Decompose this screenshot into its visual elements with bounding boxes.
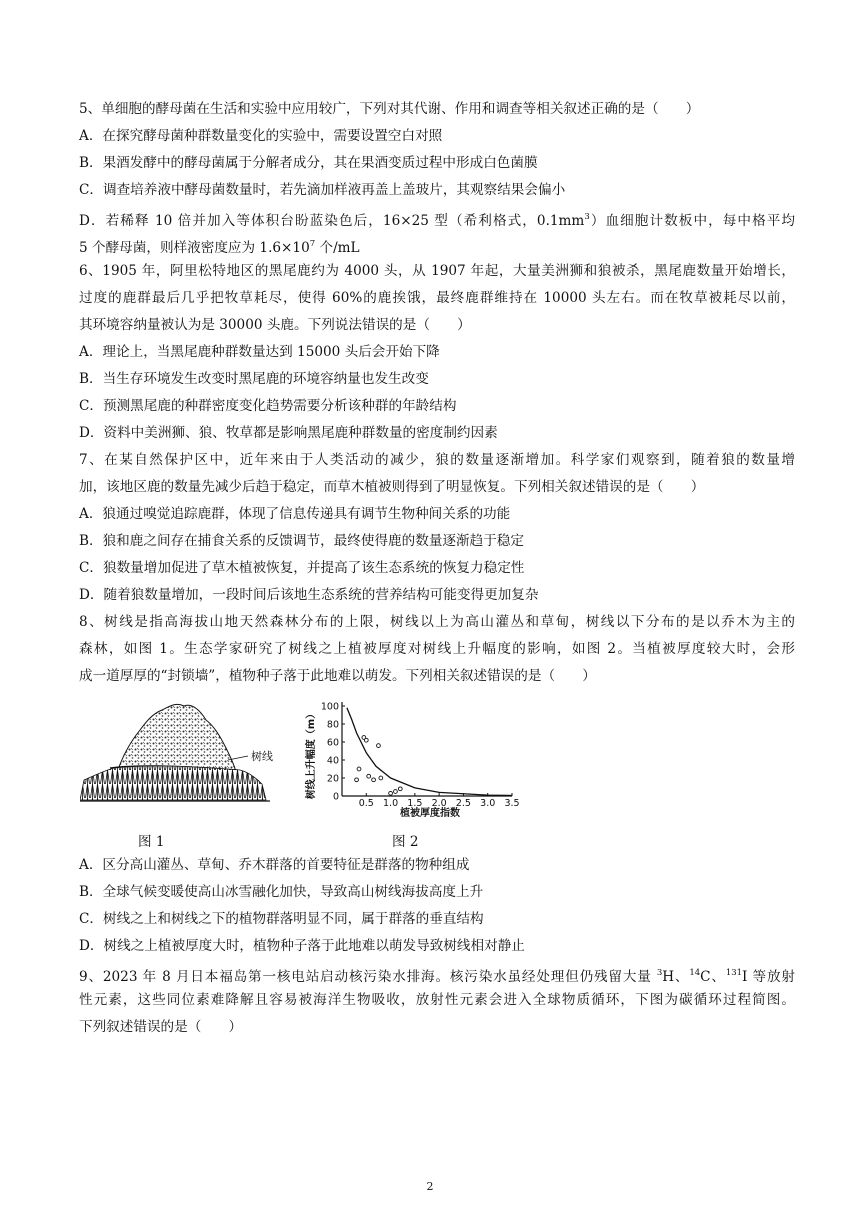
q8-stem-line1: 8、树线是指高海拔山地天然森林分布的上限，树线以上为高山灌丛和草甸，树线以下分布的是以乔木为主的	[79, 614, 795, 630]
q6-option-a: A．理论上，当黑尾鹿种群数量达到 15000 头后会开始下降	[79, 344, 440, 360]
figure-1-tree-line-label: 树线	[251, 750, 273, 763]
q9-stem-line1: 9、2023 年 8 月日本福岛第一核电站启动核污染水排海。核污染水虽经处理但仍残留大量 $^3$H、$^{14}$C、$^{131}$I 等放射	[79, 968, 795, 985]
q8-option-a: A．区分高山灌丛、草甸、乔木群落的首要特征是群落的物种组成	[79, 857, 470, 873]
q8-option-d: D．树线之上植被厚度大时，植物种子落于此地难以萌发导致树线相对静止	[79, 938, 525, 954]
chart-data-point	[389, 791, 393, 795]
q5-option-a: A．在探究酵母菌种群数量变化的实验中，需要设置空白对照	[79, 128, 443, 144]
q6-stem-line1: 6、1905 年，阿里松特地区的黑尾鹿约为 4000 头，从 1907 年起，大量美洲狮和狼被杀，黑尾鹿数量开始增长，	[79, 263, 795, 279]
q6-stem-line2: 过度的鹿群最后几乎把牧草耗尽，使得 60%的鹿挨饿，最终鹿群维持在 10000 头左右。而在牧草被耗尽以前，	[79, 290, 795, 306]
q6-option-c: C．预测黑尾鹿的种群密度变化趋势需要分析该种群的年龄结构	[79, 398, 457, 414]
chart-y-tick-label: 60	[326, 737, 339, 749]
chart-y-tick-label: 80	[326, 719, 339, 731]
q8-stem-line2: 森林，如图 1。生态学家研究了树线之上植被厚度对树线上升幅度的影响，如图 2。当植被厚度较大时，会形	[79, 641, 795, 657]
q8-option-c: C．树线之上和树线之下的植物群落明显不同，属于群落的垂直结构	[79, 911, 484, 927]
chart-y-tick-label: 0	[332, 791, 339, 803]
q8-stem-line3: 成一道厚厚的“封锁墙”，植物种子落于此地难以萌发。下列相关叙述错误的是（ ）	[79, 668, 596, 684]
chart-data-point	[355, 778, 359, 782]
q7-option-a: A．狼通过嗅觉追踪鹿群，体现了信息传递具有调节生物种间关系的功能	[79, 506, 511, 522]
figure-2-caption: 图 2	[392, 834, 419, 850]
chart-x-axis-label: 植被厚度指数	[400, 808, 460, 819]
chart-x-tick-label: 2.5	[455, 798, 471, 809]
chart-x-tick-label: 1.0	[383, 798, 399, 809]
chart-data-point	[357, 767, 361, 771]
q5-option-d-line2: 5 个酵母菌，则样液密度应为 $1.6\times 10^7$ 个/mL	[79, 239, 360, 256]
chart-data-point	[364, 738, 368, 742]
chart-y-tick-label: 40	[326, 755, 339, 767]
figure-2-scatter-chart	[300, 698, 525, 820]
q7-option-c: C．狼数量增加促进了草木植被恢复，并提高了该生态系统的恢复力稳定性	[79, 560, 525, 576]
page-number: 2	[426, 1180, 434, 1193]
chart-x-tick-label: 0.5	[358, 798, 374, 809]
chart-x-tick-label: 1.5	[407, 798, 423, 809]
q7-option-d: D．随着狼数量增加，一段时间后该地生态系统的营养结构可能变得更加复杂	[79, 587, 539, 603]
q9-stem-line2: 性元素，这些同位素难降解且容易被海洋生物吸收，放射性元素会进入全球物质循环，下图为碳循环过程简图。	[79, 992, 795, 1008]
chart-data-point	[372, 778, 376, 782]
q9-stem-line3: 下列叙述错误的是（ ）	[79, 1019, 243, 1035]
q6-option-b: B．当生存环境发生改变时黑尾鹿的环境容纳量也发生改变	[79, 371, 429, 387]
chart-x-tick-label: 3.5	[504, 798, 520, 809]
q6-stem-line3: 其环境容纳量被认为是 30000 头鹿。下列说法错误的是（ ）	[79, 317, 471, 333]
chart-data-point	[398, 787, 402, 791]
chart-y-tick-label: 20	[326, 773, 339, 785]
chart-x-tick-label: 2.0	[431, 798, 447, 809]
chart-data-point	[367, 774, 371, 778]
q8-option-b: B．全球气候变暖使高山冰雪融化加快，导致高山树线海拔高度上升	[79, 884, 484, 900]
q7-stem-line2: 加，该地区鹿的数量先减少后趋于稳定，而草木植被则得到了明显恢复。下列相关叙述错误的是（ ）	[79, 479, 705, 495]
q5-option-c: C．调查培养液中酵母菌数量时，若先滴加样液再盖上盖玻片，其观察结果会偏小	[79, 182, 566, 198]
q7-option-b: B．狼和鹿之间存在捕食关系的反馈调节，最终使得鹿的数量逐渐趋于稳定	[79, 533, 524, 549]
q5-stem: 5、单细胞的酵母菌在生活和实验中应用较广，下列对其代谢、作用和调查等相关叙述正确的是（ ）	[79, 101, 700, 117]
figure-1-caption: 图 1	[138, 834, 165, 850]
chart-y-tick-label: 100	[320, 701, 339, 713]
chart-x-tick-label: 3.0	[480, 798, 496, 809]
figure-1-mountain-illustration	[80, 700, 295, 808]
q7-stem-line1: 7、在某自然保护区中，近年来由于人类活动的减少，狼的数量逐渐增加。科学家们观察到，随着狼的数量增	[79, 452, 795, 468]
chart-data-point	[394, 790, 398, 794]
q5-option-b: B．果酒发酵中的酵母菌属于分解者成分，其在果酒变质过程中形成白色菌膜	[79, 155, 538, 171]
q6-option-d: D．资料中美洲狮、狼、牧草都是影响黑尾鹿种群数量的密度制约因素	[79, 425, 498, 441]
chart-y-axis-label: 树线上升幅度（m）	[306, 708, 317, 800]
chart-data-point	[377, 744, 381, 748]
chart-fitted-curve	[347, 708, 512, 796]
q5-option-d-line1: D．若稀释 10 倍并加入等体积台盼蓝染色后，16×25 型（希利格式，$0.1mm^3$）血细胞计数板中，每中格平均	[79, 212, 795, 229]
chart-data-point	[379, 776, 383, 780]
